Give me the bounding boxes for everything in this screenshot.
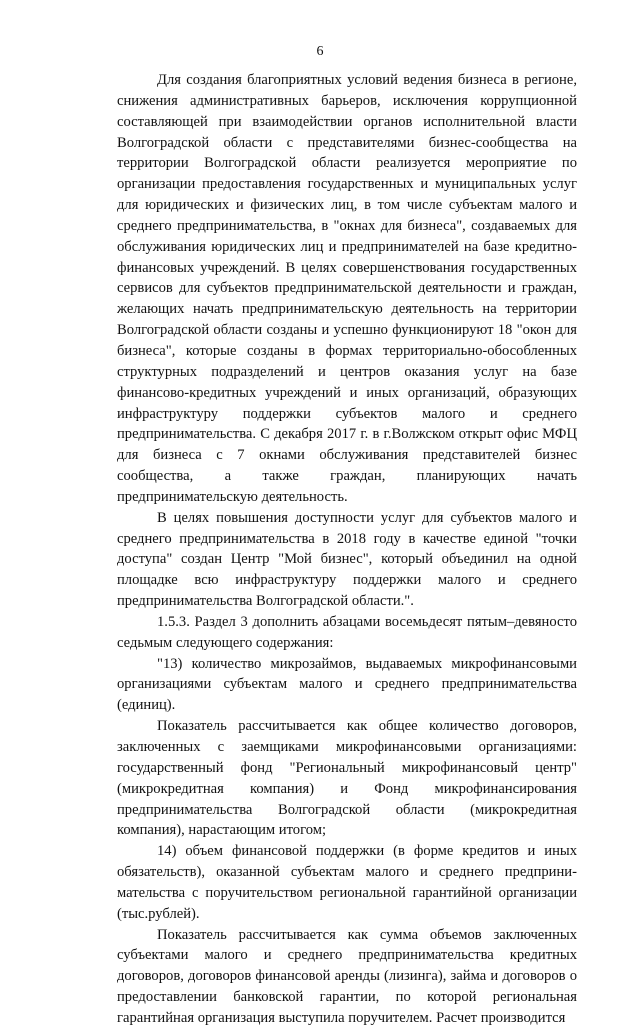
paragraph-section-amendment: 1.5.3. Раздел 3 дополнить абзацами восемьдесят пятым–девяносто седьмым следующего содержания:	[117, 613, 577, 651]
paragraph-indicator-13-method: Показатель рассчитывается как общее количество договоров, заключенных с заемщиками микрофинансовыми организациями: государственный фонд "Региональный микрофинансовый центр" (микрокредитная компания) и Фонд микрофинансирования предпринимательства Волгоградской области (микрокредитная компания), нарастающим итогом;	[117, 718, 577, 839]
paragraph-indicator-13: "13) количество микрозаймов, выдаваемых микрофинансовыми организациями субъектам малого и среднего предпринимательства (единиц).	[117, 655, 577, 714]
document-body	[117, 70, 577, 1029]
page-number: 6	[316, 44, 324, 59]
paragraph-indicator-14: 14) объем финансовой поддержки (в форме кредитов и иных обязательств), оказанной субъектам малого и среднего предпринимательства с поручительством региональной гарантийной организации (тыс.рублей).	[117, 843, 577, 922]
paragraph-business-windows: Для создания благоприятных условий ведения бизнеса в регионе, снижения административных барьеров, исключения коррупционной составляющей при взаимодействии органов исполнительной власти Волгоградской области с представителями бизнес-сообщества на территории Волгоградской области реализуется мероприятие по организации предоставления государственных и муниципальных услуг для юридических и физических лиц, в том числе субъектам малого и среднего предпринимательства, в "окнах для бизнеса", создаваемых для обслуживания юридических лиц и предпринимателей на базе кредитно-финансовых учреждений. В целях совершенствования государственных сервисов для субъектов предпринимательской деятельности и граждан, желающих начать предпринимательскую деятельность на территории Волгоградской области созданы и успешно функционируют 18 "окон для бизнеса", которые созданы в формах территориально-обособленных структурных подразделений и центров оказания услуг на базе финансово-кредитных учреждений и иных организаций, образующих инфраструктуру поддержки субъектов малого и среднего предпринимательства. С декабря 2017 г. в г.Волжском открыт офис МФЦ для бизнеса с 7 окнами обслуживания представителей бизнес сообщества, а также граждан, планирующих начать предпринимательскую деятельность.	[117, 72, 577, 505]
paragraph-my-business-center: В целях повышения доступности услуг для субъектов малого и среднего предпринимательства в 2018 году в качестве единой "точки доступа" создан Центр "Мой бизнес", который объединил на одной площадке всю инфраструктуру поддержки малого и среднего предпринимательства Волгоградской области.".	[117, 509, 577, 610]
paragraph-indicator-14-method: Показатель рассчитывается как сумма объемов заключенных субъектами малого и среднего предпринимательства кредитных договоров, договоров финансовой аренды (лизинга), займа и договоров о предоставлении банковской гарантии, по которой региональная гарантийная организация выступила поручителем. Расчет производится	[117, 926, 577, 1026]
